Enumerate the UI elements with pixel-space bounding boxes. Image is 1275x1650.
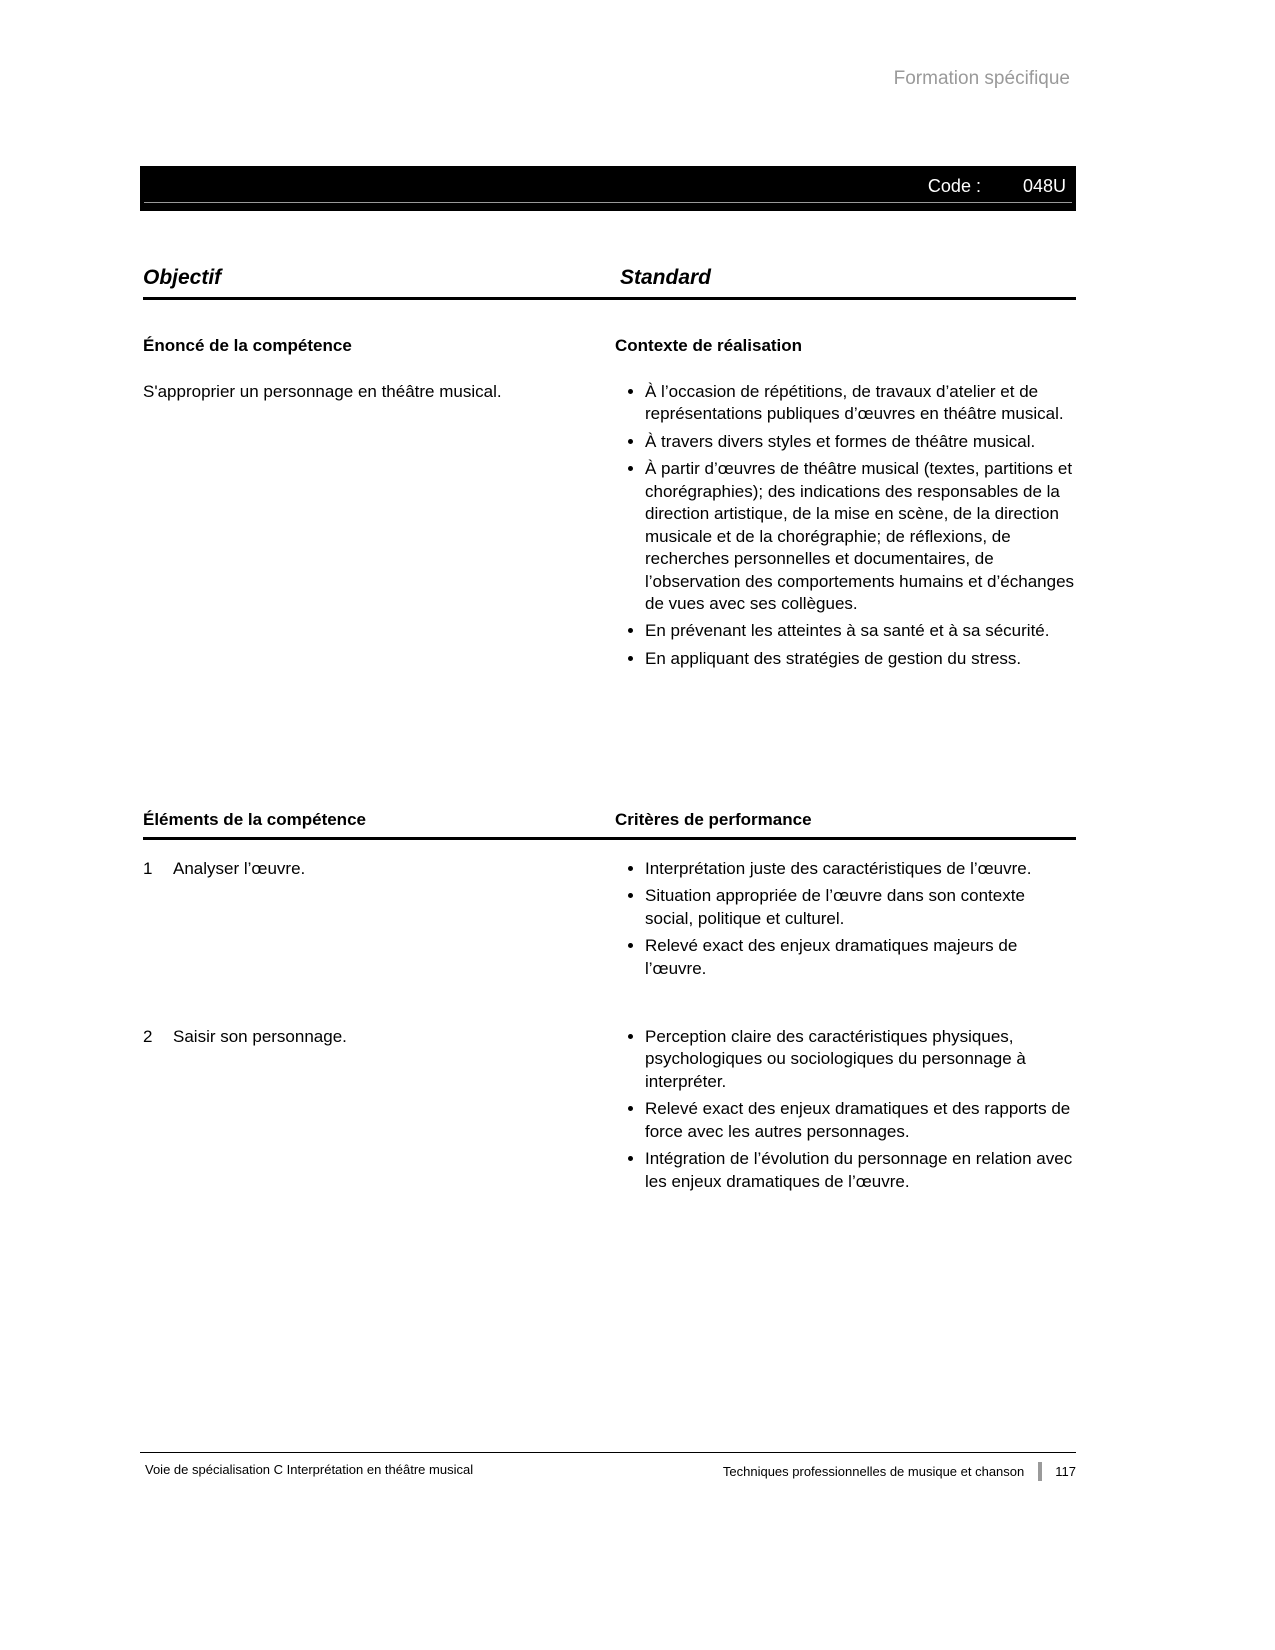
criteria-bullet: • Situation appropriée de l’œuvre dans son contexte social, politique et culturel. xyxy=(645,885,1076,930)
criteria-bullet: • Perception claire des caractéristiques physiques, psychologiques ou sociologiques du personnage à interpréter. xyxy=(645,1026,1076,1093)
header-section-label: Formation spécifique xyxy=(893,68,1070,89)
element-text: Saisir son personnage. xyxy=(173,1027,347,1046)
code-bar-underline xyxy=(144,202,1072,203)
criteres-heading: Critères de performance xyxy=(615,810,812,829)
objectif-heading: Objectif xyxy=(143,266,222,289)
footer-right-block xyxy=(723,1462,1076,1481)
criteria-bullet: • Interprétation juste des caractéristiques de l’œuvre. xyxy=(645,858,1076,880)
element-label xyxy=(143,1026,575,1048)
contexte-bullet: • À l’occasion de répétitions, de travaux d’atelier et de représentations publiques d’œuvres en théâtre musical. xyxy=(645,381,1076,426)
contexte-bullet: • À partir d’œuvres de théâtre musical (textes, partitions et chorégraphies); des indications des responsables de la direction artistique, de la mise en scène, de la direction musicale et de la chorégraphie; de réflexions, de recherches personnelles et documentaires, de l’observation des comportements humains et d’échanges de vues avec ses collègues. xyxy=(645,458,1076,615)
element-row-2 xyxy=(143,1026,1076,1198)
element-text: Analyser l’œuvre. xyxy=(173,859,306,878)
criteria-bullet: • Intégration de l’évolution du personnage en relation avec les enjeux dramatiques de l’œuvre. xyxy=(645,1148,1076,1193)
elements-heading: Éléments de la compétence xyxy=(143,810,366,829)
code-label: Code : xyxy=(927,176,981,196)
footer-left-text: Voie de spécialisation C Interprétation en théâtre musical xyxy=(145,1462,474,1477)
contexte-bullet: • À travers divers styles et formes de théâtre musical. xyxy=(645,431,1076,453)
standard-heading: Standard xyxy=(620,266,712,289)
footer-rule xyxy=(140,1452,1076,1453)
contexte-bullet: • En prévenant les atteintes à sa santé et à sa sécurité. xyxy=(645,620,1076,642)
contexte-bullet-list xyxy=(615,381,1076,670)
element-number: 2 xyxy=(143,1027,153,1046)
code-bar xyxy=(140,166,1076,211)
code-line xyxy=(928,176,1066,197)
enonce-text: S'approprier un personnage en théâtre musical. xyxy=(143,382,502,401)
elements-criteres-heading-row xyxy=(143,810,1076,840)
criteria-bullet: • Relevé exact des enjeux dramatiques et des rapports de force avec les autres personnages. xyxy=(645,1098,1076,1143)
element-row-1 xyxy=(143,858,1076,985)
objectif-standard-row xyxy=(143,266,1076,300)
code-value: 048U xyxy=(1022,176,1066,196)
footer-separator xyxy=(1038,1462,1042,1481)
element-label xyxy=(143,858,575,880)
contexte-bullet: • En appliquant des stratégies de gestion du stress. xyxy=(645,648,1076,670)
criteria-bullet-list xyxy=(615,1026,1076,1193)
criteria-bullet-list xyxy=(615,858,1076,980)
contexte-heading: Contexte de réalisation xyxy=(615,336,803,355)
page-number: 117 xyxy=(1055,1464,1076,1479)
criteria-bullet: • Relevé exact des enjeux dramatiques majeurs de l’œuvre. xyxy=(645,935,1076,980)
enonce-heading: Énoncé de la compétence xyxy=(143,336,352,355)
enonce-contexte-content-row xyxy=(143,381,1076,675)
footer-right-text: Techniques professionnelles de musique et chanson xyxy=(722,1464,1025,1479)
enonce-contexte-heading-row xyxy=(143,336,1076,356)
element-number: 1 xyxy=(143,859,153,878)
